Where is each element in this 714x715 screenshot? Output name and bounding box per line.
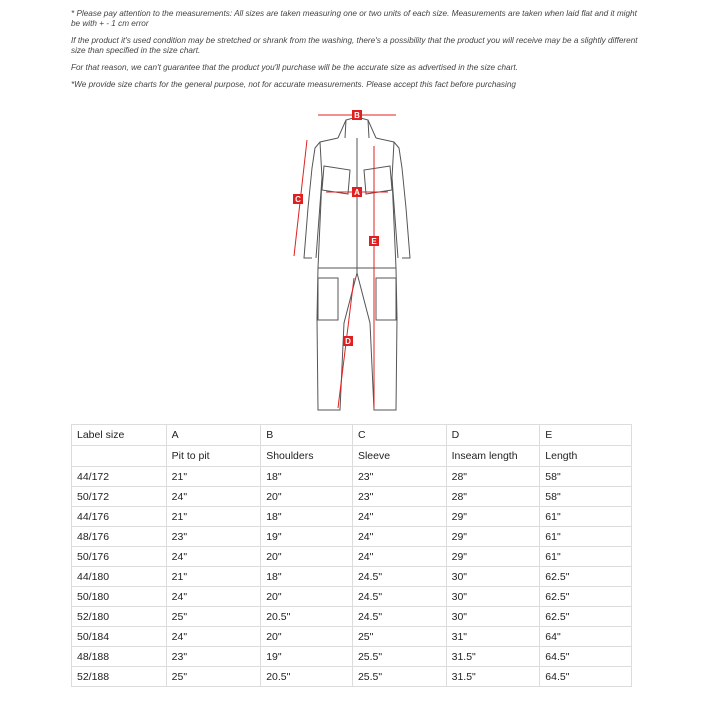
table-cell: 48/188 xyxy=(72,647,167,667)
table-cell: Inseam length xyxy=(446,446,540,467)
table-row xyxy=(72,587,632,607)
label-d: D xyxy=(345,337,351,346)
table-cell: 24.5" xyxy=(352,607,446,627)
table-row xyxy=(72,567,632,587)
table-row xyxy=(72,627,632,647)
table-cell: Shoulders xyxy=(261,446,353,467)
table-cell: 50/184 xyxy=(72,627,167,647)
table-cell: 24" xyxy=(166,547,261,567)
table-cell xyxy=(72,446,167,467)
note-no-guarantee: For that reason, we can't guarantee that the product you'll purchase will be the accurate size as advertised in the size chart. xyxy=(71,63,518,72)
table-cell: 20" xyxy=(261,627,353,647)
table-cell: 30" xyxy=(446,587,540,607)
table-cell: 24" xyxy=(166,627,261,647)
table-cell: 18" xyxy=(261,567,353,587)
table-cell: 21" xyxy=(166,567,261,587)
table-cell: 24.5" xyxy=(352,587,446,607)
table-cell: 24" xyxy=(352,547,446,567)
table-cell: 19" xyxy=(261,647,353,667)
label-c: C xyxy=(295,195,301,204)
table-cell: 28" xyxy=(446,467,540,487)
table-cell: 24" xyxy=(352,507,446,527)
table-subheader-row xyxy=(72,446,632,467)
table-row xyxy=(72,487,632,507)
coverall-outline xyxy=(304,117,410,410)
table-cell: 61" xyxy=(540,507,632,527)
table-cell: Length xyxy=(540,446,632,467)
size-chart-table xyxy=(71,424,632,687)
table-cell: 44/176 xyxy=(72,507,167,527)
coverall-diagram xyxy=(282,108,432,418)
table-cell: 24" xyxy=(166,487,261,507)
table-cell: 31" xyxy=(446,627,540,647)
table-cell: E xyxy=(540,425,632,446)
table-cell: B xyxy=(261,425,353,446)
table-cell: 58" xyxy=(540,487,632,507)
table-cell: 25" xyxy=(166,667,261,687)
table-cell: 25" xyxy=(352,627,446,647)
table-cell: 52/188 xyxy=(72,667,167,687)
table-cell: 20.5" xyxy=(261,607,353,627)
table-cell: 19" xyxy=(261,527,353,547)
table-cell: 64.5" xyxy=(540,647,632,667)
table-cell: 52/180 xyxy=(72,607,167,627)
table-cell: 62.5" xyxy=(540,607,632,627)
table-cell: 29" xyxy=(446,547,540,567)
table-cell: 44/172 xyxy=(72,467,167,487)
table-cell: 20" xyxy=(261,587,353,607)
table-cell: 31.5" xyxy=(446,667,540,687)
table-cell: 24" xyxy=(352,527,446,547)
note-used-condition: If the product it's used condition may be stretched or shrank from the washing, there's a possibility that the product you will receive may be a slightly different size than specified in the size chart. xyxy=(71,36,638,55)
table-cell: 64.5" xyxy=(540,667,632,687)
table-cell: 31.5" xyxy=(446,647,540,667)
table-cell: Label size xyxy=(72,425,167,446)
table-cell: 58" xyxy=(540,467,632,487)
table-cell: 50/172 xyxy=(72,487,167,507)
table-cell: 30" xyxy=(446,567,540,587)
table-row xyxy=(72,547,632,567)
table-cell: 20.5" xyxy=(261,667,353,687)
table-row xyxy=(72,467,632,487)
table-row xyxy=(72,667,632,687)
table-cell: 23" xyxy=(166,527,261,547)
measurement-notes xyxy=(71,9,643,97)
table-cell: 64" xyxy=(540,627,632,647)
table-cell: 21" xyxy=(166,467,261,487)
table-cell: 24" xyxy=(166,587,261,607)
table-row xyxy=(72,507,632,527)
table-cell: 44/180 xyxy=(72,567,167,587)
table-cell: 24.5" xyxy=(352,567,446,587)
table-row xyxy=(72,607,632,627)
table-cell: 61" xyxy=(540,527,632,547)
table-cell: 48/176 xyxy=(72,527,167,547)
table-cell: Sleeve xyxy=(352,446,446,467)
table-cell: 50/176 xyxy=(72,547,167,567)
label-e: E xyxy=(371,237,377,246)
table-cell: 18" xyxy=(261,507,353,527)
note-general-purpose: *We provide size charts for the general purpose, not for accurate measurements. Please accept this fact before purchasing xyxy=(71,80,516,89)
table-cell: 30" xyxy=(446,607,540,627)
table-cell: 23" xyxy=(352,467,446,487)
table-cell: Pit to pit xyxy=(166,446,261,467)
table-cell: 21" xyxy=(166,507,261,527)
table-cell: A xyxy=(166,425,261,446)
table-cell: 29" xyxy=(446,507,540,527)
table-cell: 50/180 xyxy=(72,587,167,607)
table-cell: 20" xyxy=(261,547,353,567)
note-measurements: * Please pay attention to the measurements: All sizes are taken measuring one or two units of each size. Measurements are taken when laid flat and it might be with + - 1 cm error xyxy=(71,9,637,28)
table-cell: 25" xyxy=(166,607,261,627)
table-header-row xyxy=(72,425,632,446)
table-cell: 62.5" xyxy=(540,567,632,587)
table-cell: 62.5" xyxy=(540,587,632,607)
table-cell: 20" xyxy=(261,487,353,507)
table-cell: 61" xyxy=(540,547,632,567)
table-row xyxy=(72,647,632,667)
table-cell: 25.5" xyxy=(352,667,446,687)
table-cell: 25.5" xyxy=(352,647,446,667)
measurement-arrows xyxy=(294,115,396,408)
table-cell: 23" xyxy=(166,647,261,667)
label-a: A xyxy=(354,188,360,197)
table-cell: 23" xyxy=(352,487,446,507)
table-cell: 29" xyxy=(446,527,540,547)
label-b: B xyxy=(354,111,360,120)
table-cell: D xyxy=(446,425,540,446)
table-row xyxy=(72,527,632,547)
table-cell: 18" xyxy=(261,467,353,487)
table-cell: C xyxy=(352,425,446,446)
table-cell: 28" xyxy=(446,487,540,507)
